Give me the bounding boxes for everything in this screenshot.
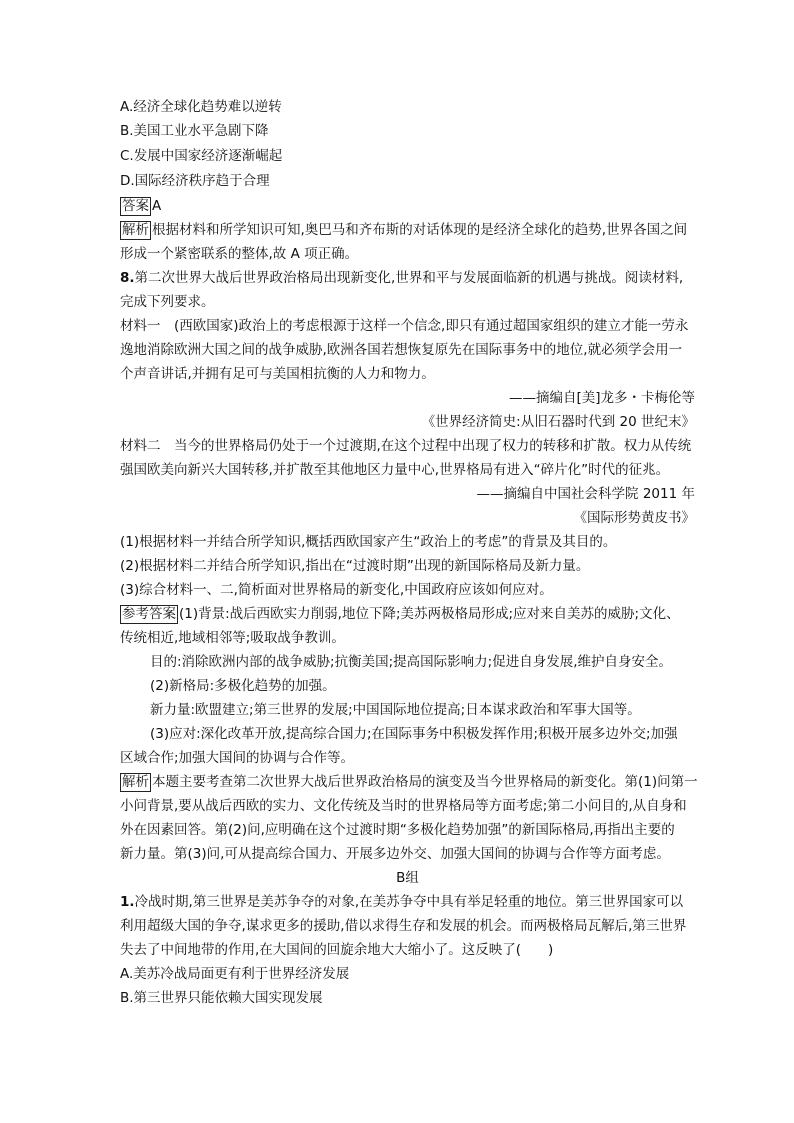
q8-stem-line-1 (120, 267, 695, 290)
b-q1-option-b: B.第三世界只能依赖大国实现发展 (120, 990, 323, 1006)
option-c: C.发展中国家经济逐渐崛起 (120, 148, 283, 164)
analysis-text: 根据材料和所学知识可知,奥巴马和齐布斯的对话体现的是经济全球化的趋势,世界各国之间 (152, 222, 688, 238)
analysis-tag: 解析 (122, 222, 149, 238)
material2-source-book: 《国际形势黄皮书》 (573, 510, 695, 526)
analysis-line-1 (120, 219, 695, 242)
ref-answer-line-6: (3)应对:深化改革开放,提高综合国力;在国际事务中积极发挥作用;积极开展多边外交;加强 (150, 726, 678, 742)
q8-analysis-line-3: 外在因素回答。第(2)问,应明确在这个过渡时期“多极化趋势加强”的新国际格局,再指出主要的 (120, 822, 675, 838)
ref-answer-line-7: 区域合作;加强大国间的协调与合作等。 (120, 750, 355, 766)
q8-analysis-line-2: 小问背景,要从战后西欧的实力、文化传统及当时的世界格局等方面考虑;第二小问目的,从自身和 (120, 798, 687, 814)
ref-answer-tag: 参考答案 (122, 606, 176, 622)
material2-source-author: ——摘编自中国社会科学院 2011 年 (476, 486, 695, 502)
analysis-line-2: 形成一个紧密联系的整体,故 A 项正确。 (120, 246, 359, 262)
q8-analysis-line-4: 新力量。第(3)问,可从提高综合国力、开展多边外交、加强大国间的协调与合作等方面考虑。 (120, 846, 670, 862)
material1-source-author: ——摘编自[美]龙多・卡梅伦等 (508, 390, 695, 406)
q8-stem-text: 第二次世界大战后世界政治格局出现新变化,世界和平与发展面临新的机遇与挑战。阅读材料, (134, 270, 684, 286)
q8-analysis-text: 本题主要考查第二次世界大战后世界政治格局的演变及当今世界格局的新变化。第(1)问第一 (152, 774, 698, 790)
option-a: A.经济全球化趋势难以逆转 (120, 99, 282, 115)
q8-subquestion-1: (1)根据材料一并结合所学知识,概括西欧国家产生“政治上的考虑”的背景及其目的。 (120, 534, 617, 550)
ref-answer-text: (1)背景:战后西欧实力削弱,地位下降;美苏两极格局形成;应对来自美苏的威胁;文化、 (179, 606, 680, 622)
b-q1-number: 1. (120, 894, 135, 910)
option-d: D.国际经济秩序趋于合理 (120, 173, 270, 189)
q8-subquestion-3: (3)综合材料一、二,简析面对世界格局的新变化,中国政府应该如何应对。 (120, 582, 553, 598)
b-q1-option-a: A.美苏冷战局面更有利于世界经济发展 (120, 966, 350, 982)
q8-number: 8. (120, 270, 135, 286)
ref-answer-line-1 (120, 603, 695, 626)
material2-line-1: 材料二 当今的世界格局仍处于一个过渡期,在这个过程中出现了权力的转移和扩散。权力从传统 (120, 438, 692, 454)
answer-tag: 答案 (122, 198, 149, 214)
q8-subquestion-2: (2)根据材料二并结合所学知识,指出在“过渡时期”出现的新国际格局及新力量。 (120, 558, 590, 574)
material2-line-2: 强国欧美向新兴大国转移,并扩散至其他地区力量中心,世界格局有进入“碎片化”时代的征兆。 (120, 462, 670, 478)
ref-answer-line-5: 新力量:欧盟建立;第三世界的发展;中国国际地位提高;日本谋求政治和军事大国等。 (150, 702, 641, 718)
q8-stem-line-2: 完成下列要求。 (120, 294, 215, 310)
material1-line-3: 个声音讲话,并拥有足可与美国相抗衡的人力和物力。 (120, 366, 435, 382)
q8-analysis-line-1 (120, 771, 698, 794)
b-q1-line-3: 失去了中间地带的作用,在大国间的回旋余地大大缩小了。这反映了( ) (120, 942, 554, 958)
answer-value: A (152, 198, 162, 214)
material1-line-2: 逸地消除欧洲大国之间的战争威胁,欧洲各国若想恢复原先在国际事务中的地位,就必须学会用一 (120, 342, 683, 358)
q8-analysis-tag: 解析 (122, 774, 149, 790)
b-q1-line-1 (120, 891, 695, 914)
section-b-title: B组 (396, 870, 419, 886)
ref-answer-line-3: 目的:消除欧洲内部的战争威胁;抗衡美国;提高国际影响力;促进自身发展,维护自身安全。 (150, 654, 672, 670)
b-q1-line-2: 利用超级大国的争夺,谋求更多的援助,借以求得生存和发展的机会。而两极格局瓦解后,第三世界 (120, 918, 687, 934)
ref-answer-line-4: (2)新格局:多极化趋势的加强。 (150, 678, 336, 694)
material1-source-book: 《世界经济简史:从旧石器时代到 20 世纪末》 (421, 414, 695, 430)
b-q1-text: 冷战时期,第三世界是美苏争夺的对象,在美苏争夺中具有举足轻重的地位。第三世界国家可以 (134, 894, 684, 910)
answer-line (120, 195, 695, 218)
ref-answer-line-2: 传统相近,地域相邻等;吸取战争教训。 (120, 630, 345, 646)
material1-line-1: 材料一 (西欧国家)政治上的考虑根源于这样一个信念,即只有通过超国家组织的建立才能一劳永 (120, 318, 689, 334)
option-b: B.美国工业水平急剧下降 (120, 123, 269, 139)
